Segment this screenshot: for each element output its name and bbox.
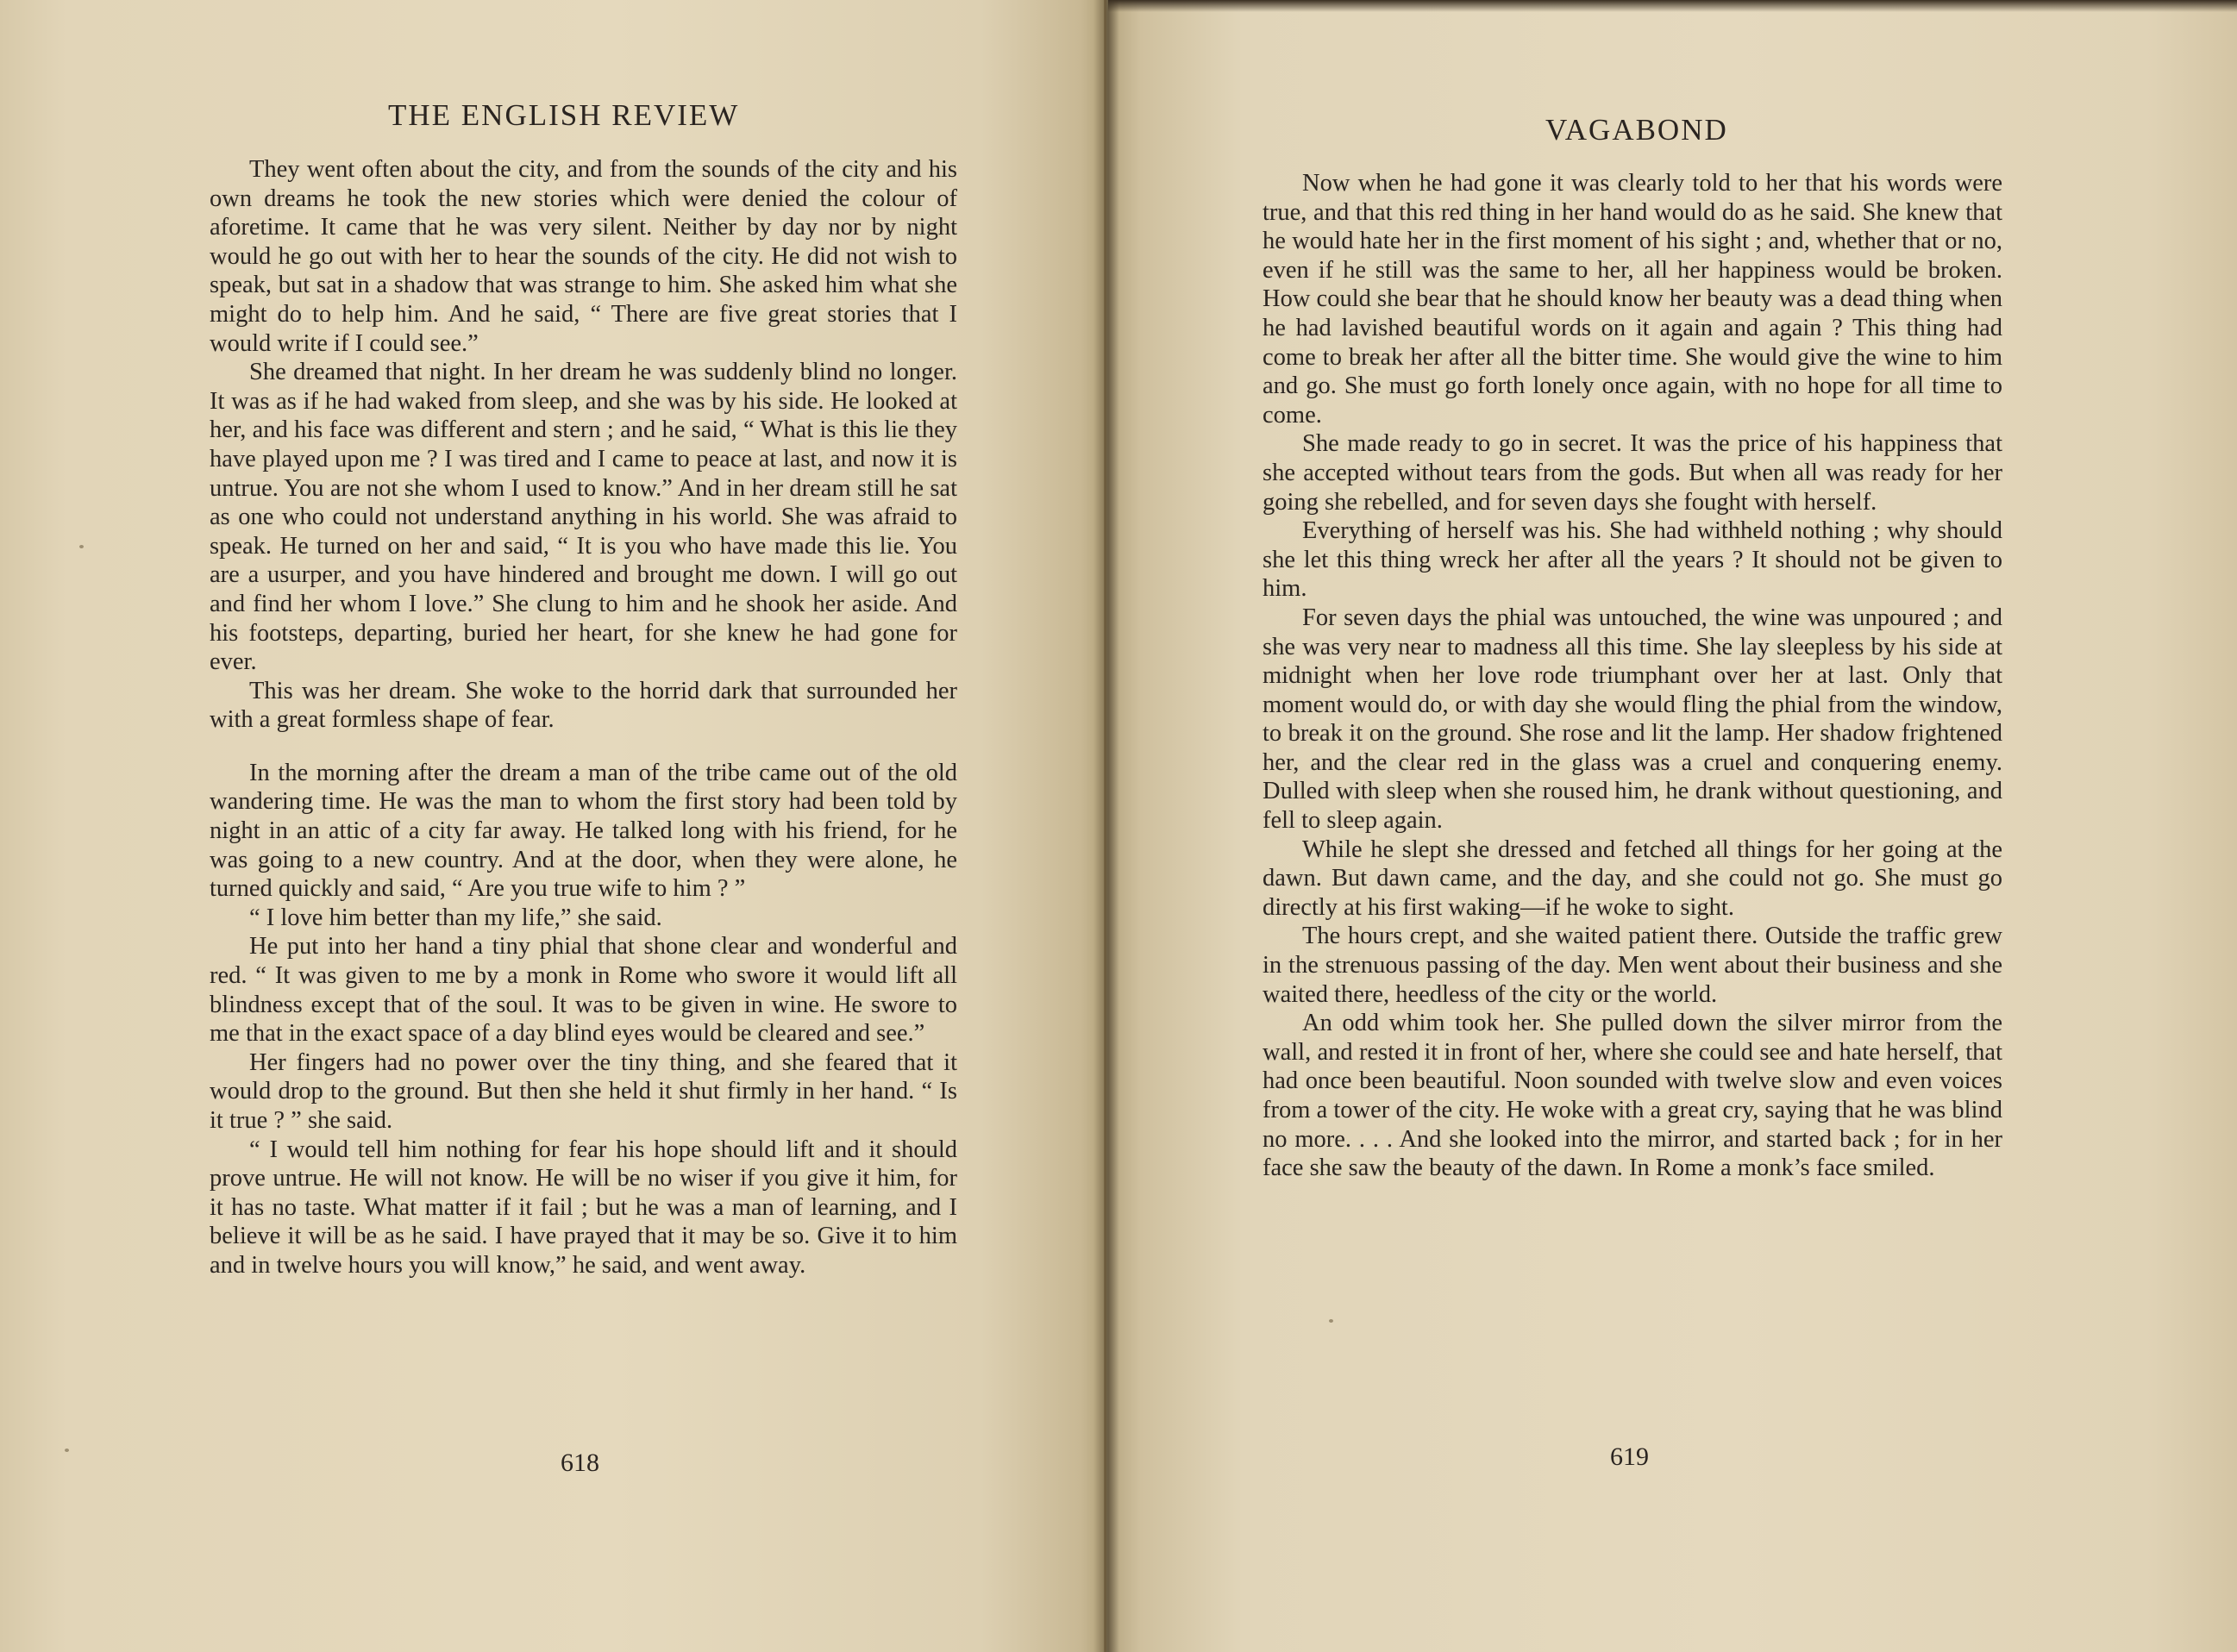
paper-speck (1329, 1319, 1333, 1323)
paragraph: In the morning after the dream a man of the tribe came out of the old wandering time. He was the man to whom the first story had been told by night in an attic of a city far away. He talked long with his friend, for he was going to a new country. And at the door, when they were alone, he turned quickly and said, “ Are you true wife to him ? ” (210, 759, 957, 903)
top-edge-shadow (1108, 0, 2237, 12)
paragraph: Everything of herself was his. She had withheld nothing ; why should she let this thing wreck her after all the years ? It should not be given to him. (1263, 517, 2002, 603)
right-page (1104, 0, 2237, 1652)
paper-speck (65, 1449, 69, 1452)
paragraph: While he slept she dressed and fetched all things for her going at the dawn. But dawn came, and the day, and she could not go. She must go directly at his first waking—if he woke to sight. (1263, 835, 2002, 921)
paragraph: She made ready to go in secret. It was the price of his happiness that she accepted without tears from the gods. But when all was ready for her going she rebelled, and for seven days she fought with herself. (1263, 430, 2002, 516)
right-page-text (1263, 169, 2002, 1183)
paragraph: Her fingers had no power over the tiny thing, and she feared that it would drop to the ground. But then she held it shut firmly in her hand. “ Is it true ? ” she said. (210, 1048, 957, 1134)
left-page (0, 0, 1114, 1652)
page-number-left: 618 (561, 1449, 599, 1477)
paragraph: The hours crept, and she waited patient there. Outside the traffic grew in the strenuous passing of the day. Men went about their business and she waited there, heedless of the city or the world. (1263, 923, 2002, 1008)
paper-speck (79, 545, 84, 548)
paragraph: He put into her hand a tiny phial that shone clear and wonderful and red. “ It was given to me by a monk in Rome who swore it would lift all blindness except that of the soul. It was to be given in wine. He swore to me that in the exact space of a day blind eyes would be cleared and see.” (210, 933, 957, 1048)
paragraph: “ I love him better than my life,” she said. (249, 904, 662, 931)
running-head-right: VAGABOND (1545, 113, 1728, 147)
left-page-text (210, 155, 957, 1280)
paragraph: She dreamed that night. In her dream he was suddenly blind no longer. It was as if he had waked from sleep, and she was by his side. He looked at her, and his face was different and stern ; and he said, “ What is this lie they have played upon me ? I was tired and I came to peace at last, and now it is untrue. You are not she whom I used to know.” And in her dream still he sat as one who could not understand anything in his world. She was afraid to speak. He turned on her and said, “ It is you who have made this lie. You are a usurper, and you have hindered and brought me down. I will go out and find her whom I love.” She clung to him and he shook her aside. And his footsteps, departing, buried her heart, for she knew he had gone for ever. (210, 359, 957, 676)
paragraph: They went often about the city, and from the sounds of the city and his own dreams he took the new stories which were denied the colour of aforetime. It came that he was very silent. Neither by day nor by night would he go out with her to hear the sounds of the city. He did not wish to speak, but sat in a shadow that was strange to him. She asked him what she might do to help him. And he said, “ There are five great stories that I would write if I could see.” (210, 156, 957, 357)
running-head-left: THE ENGLISH REVIEW (388, 98, 740, 132)
paragraph: An odd whim took her. She pulled down the silver mirror from the wall, and rested it in front of her, where she could see and hate herself, that had once been beautiful. Noon sounded with twelve slow and even voices from a tower of the city. He woke with a great cry, saying that he was blind no more. . . . And she looked into the mirror, and started back ; for in her face she saw the beauty of the dawn. In Rome a monk’s face smiled. (1263, 1010, 2002, 1182)
paragraph: This was her dream. She woke to the horrid dark that surrounded her with a great formless shape of fear. (210, 677, 957, 734)
page-number-right: 619 (1610, 1442, 1649, 1471)
paragraph: For seven days the phial was untouched, the wine was unpoured ; and she was very near to madness all this time. She lay sleepless by his side at midnight when her love rode triumphant over her at last. Only that moment would do, or with day she would fling the phial from the window, to break it on the ground. She rose and lit the lamp. Her shadow frightened her, and the clear red in the glass was a cruel and conquering enemy. Dulled with sleep when she roused him, he drank without questioning, and fell to sleep again. (1263, 604, 2002, 835)
paragraph: “ I would tell him nothing for fear his hope should lift and it should prove untrue. He will not know. He will be no wiser if you give it him, for it has no taste. What matter if it fail ; but he was a man of learning, and I believe it will be as he said. I have prayed that it may be so. Give it to him and in twelve hours you will know,” he said, and went away. (210, 1136, 957, 1279)
paragraph: Now when he had gone it was clearly told to her that his words were true, and that this red thing in her hand would do as he said. She knew that he would hate her in the first moment of his sight ; and, whether that or no, even if he still was the same to her, all her happiness would be broken. How could she bear that he should know her beauty was a dead thing when he had lavished beautiful words on it again and again ? This thing had come to break her after all the bitter time. She would give the wine to him and go. She must go forth lonely once again, with no hope for all time to come. (1263, 170, 2002, 429)
book-gutter (1093, 0, 1119, 1652)
